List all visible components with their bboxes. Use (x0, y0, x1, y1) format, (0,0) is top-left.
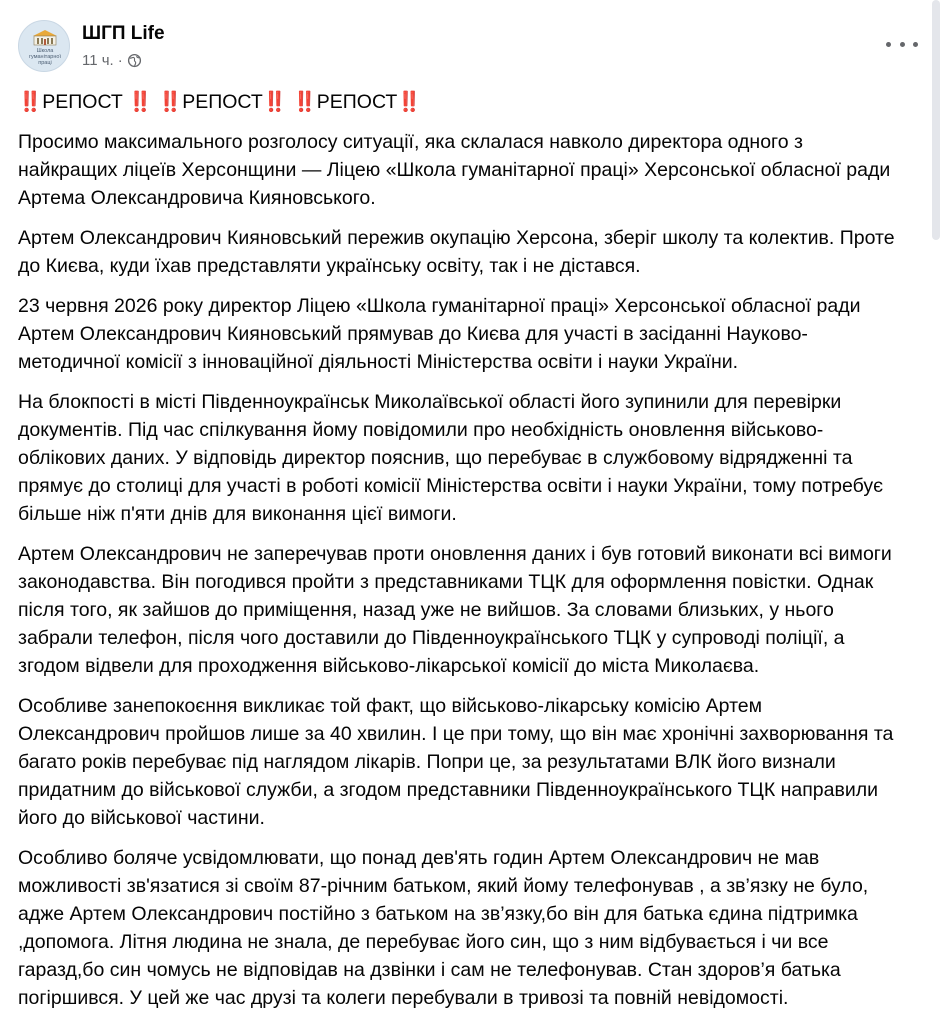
more-dot (886, 42, 891, 47)
post-paragraph: Особливе занепокоєння викликає той факт, що військово-лікарську комісію Артем Олександрович пройшов лише за 40 хвилин. І це при тому, що він має хронічні захворювання та багато років перебуває під наглядом лікарів. Попри це, за результатами ВЛК його визнали придатним до військової служби, а згодом представники Південноукраїнського ТЦК направили його до військової частини. (18, 695, 894, 829)
post-paragraph: Особливо боляче усвідомлювати, що понад дев'ять годин Артем Олександрович не мав можливості зв'язатися зі своїм 87-річним батьком, який йому телефонував , а зв’язку не було, адже Артем Олександрович постійно з батьком на зв’язку,бо він для батька єдина підтримка ,допомога. Літня людина не знала, де перебуває його син, що з ним відбувається і чи все гаразд,бо син чомусь не відповідав на дзвінки і сам не телефонував. Стан здоров’я батька погіршився. У цей же час друзі та колеги перебували в тривозі та повній невідомості. (18, 847, 869, 1009)
building-logo-icon (31, 30, 59, 46)
repost-word: РЕПОСТ (42, 91, 129, 113)
more-dot (913, 42, 918, 47)
post-paragraph: Артем Олександрович Кияновський пережив окупацію Херсона, зберіг школу та колектив. Проте до Києва, куди їхав представляти українську освіту, так і не дістався. (18, 227, 895, 277)
double-exclamation-icon: ‼️ (397, 91, 419, 113)
post-paragraph: 23 червня 2026 року директор Ліцею «Школа гуманітарної праці» Херсонської обласної ради Артем Олександрович Кияновський прямував до Києва для участі в засіданні Науково-методичної комісії з інноваційної діяльності Міністерства освіти і науки України. (18, 295, 861, 373)
post-meta (82, 52, 142, 69)
meta-separator: · (117, 52, 123, 69)
repost-word: РЕПОСТ (182, 91, 263, 113)
post-text (18, 88, 902, 1024)
double-exclamation-icon: ‼️ (292, 91, 314, 113)
post-paragraph: Артем Олександрович не заперечував проти оновлення даних і був готовий виконати всі вимоги законодавства. Він погодився пройти з представниками ТЦК для оформлення повістки. Однак після того, як зайшов до приміщення, назад уже не вийшов. За словами близьких, у нього забрали телефон, після чого доставили до Південноукраїнського ТЦК у супроводі поліції, а згодом відвели для проходження військово-лікарської комісії до міста Миколаєва. (18, 543, 892, 677)
repost-word: РЕПОСТ (316, 91, 398, 113)
more-options-icon[interactable] (886, 32, 918, 56)
double-exclamation-icon: ‼️ (128, 91, 150, 113)
page-avatar[interactable] (18, 20, 70, 72)
more-dot (900, 42, 905, 47)
page-name-link[interactable]: ШГП Life (82, 23, 165, 44)
globe-icon[interactable] (127, 53, 142, 68)
post-paragraph: На блокпості в місті Південноукраїнськ Миколаївської області його зупинили для перевірки документів. Під час спілкування йому повідомили про необхідність оновлення військово-облікових даних. У відповідь директор пояснив, що перебуває в службовому відрядженні та прямує до столиці для участі в роботі комісії Міністерства освіти і науки України, тому потребує більше ніж п'яти днів для виконання цієї вимоги. (18, 391, 884, 525)
post-time-link[interactable]: 11 ч. (82, 52, 114, 69)
avatar-logo-text: Школа гуманітарної праці (29, 48, 61, 66)
scrollbar-thumb[interactable] (932, 0, 940, 240)
double-exclamation-icon: ‼️ (157, 91, 180, 113)
post-paragraph: Просимо максимального розголосу ситуації, яка склалася навколо директора одного з найкращих ліцеїв Херсонщини — Ліцею «Школа гуманітарної праці» Херсонської обласної ради Артема Олександровича Кияновського. (18, 131, 891, 209)
double-exclamation-icon: ‼️ (262, 91, 285, 113)
post-header (18, 20, 918, 76)
double-exclamation-icon: ‼️ (18, 91, 40, 113)
repost-line (18, 88, 902, 116)
